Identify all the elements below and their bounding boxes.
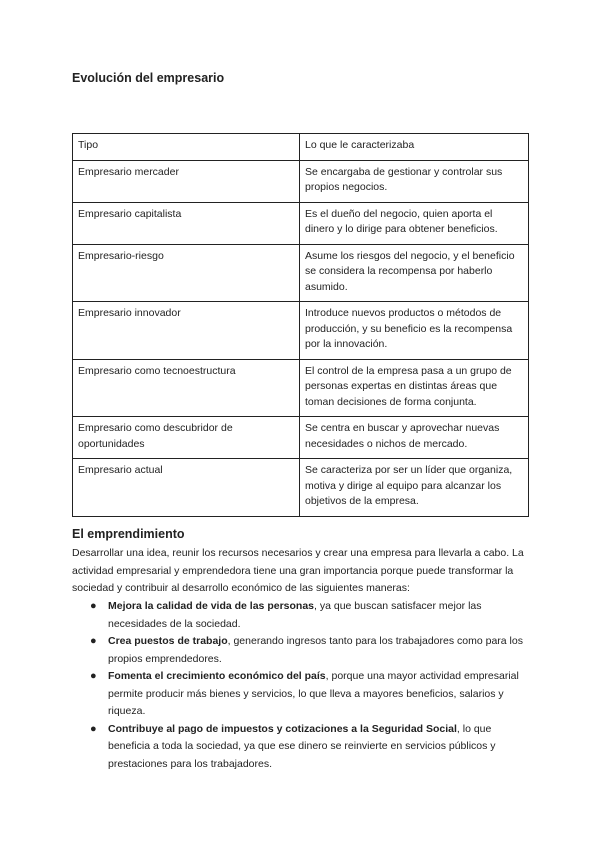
list-item-bold: Mejora la calidad de vida de las personas <box>108 600 315 612</box>
table-row <box>73 302 529 360</box>
list-item-text: , generando ingresos tanto para los trabajadores como para los propios emprendedores. <box>108 635 523 665</box>
table-cell-description: Se centra en buscar y aprovechar nuevas necesidades o nichos de mercado. <box>300 417 529 459</box>
table-cell-description: Introduce nuevos productos o métodos de producción, y su beneficio es la recompensa por la innovación. <box>300 302 529 360</box>
list-item-bold: Fomenta el crecimiento económico del país <box>108 670 326 682</box>
list-item-bold: Crea puestos de trabajo <box>108 635 228 647</box>
table-cell-type: Empresario-riesgo <box>73 244 300 302</box>
table-cell-description: El control de la empresa pasa a un grupo de personas expertas en distintas áreas que toman decisiones de forma conjunta. <box>300 359 529 417</box>
section-heading-evolucion: Evolución del empresario <box>72 71 225 85</box>
list-item-text: , ya que buscan satisfacer mejor las necesidades de la sociedad. <box>108 600 482 630</box>
table-cell-type: Empresario mercader <box>73 160 300 202</box>
table-cell-description: Asume los riesgos del negocio, y el beneficio se considera la recompensa por haberlo asumido. <box>300 244 529 302</box>
list-item <box>72 668 528 721</box>
list-item <box>72 721 528 774</box>
table-header-row <box>73 134 529 161</box>
entrepreneur-types-table <box>72 133 529 517</box>
section-heading-emprendimiento: El emprendimiento <box>72 527 185 541</box>
table-cell-type: Empresario innovador <box>73 302 300 360</box>
table-cell-type: Empresario actual <box>73 459 300 517</box>
intro-paragraph: Desarrollar una idea, reunir los recursos necesarios y crear una empresa para llevarla a cabo. La actividad empresarial y emprendedora tiene una gran importancia porque puede transformar la sociedad y contribuir al desarrollo económico de las siguientes maneras: <box>72 547 524 594</box>
table-row <box>73 202 529 244</box>
table-row <box>73 459 529 517</box>
table-row <box>73 244 529 302</box>
bullet-icon: ● <box>90 600 97 612</box>
list-item-text: , porque una mayor actividad empresarial permite producir más bienes y servicios, lo que lleva a mayores beneficios, salarios y riqueza. <box>108 670 519 717</box>
list-item-bold: Contribuye al pago de impuestos y cotizaciones a la Seguridad Social <box>108 722 457 735</box>
table-row <box>73 417 529 459</box>
list-item-text: , lo que beneficia a toda la sociedad, ya que ese dinero se reinvierte en servicios públicos y prestaciones para los trabajadores. <box>108 722 496 770</box>
bullet-icon: ● <box>90 722 97 735</box>
table-cell-description: Se caracteriza por ser un líder que organiza, motiva y dirige al equipo para alcanzar los objetivos de la empresa. <box>300 459 529 517</box>
table-header-cell: Lo que le caracterizaba <box>300 134 529 161</box>
benefits-list <box>72 598 528 773</box>
table-cell-type: Empresario como descubridor de oportunidades <box>73 417 300 459</box>
bullet-icon: ● <box>90 670 97 682</box>
table-cell-type: Empresario capitalista <box>73 202 300 244</box>
table-cell-type: Empresario como tecnoestructura <box>73 359 300 417</box>
table-row <box>73 359 529 417</box>
bullet-icon: ● <box>90 635 97 647</box>
table-cell-description: Se encargaba de gestionar y controlar sus propios negocios. <box>300 160 529 202</box>
list-item <box>72 598 528 633</box>
table-cell-description: Es el dueño del negocio, quien aporta el dinero y lo dirige para obtener beneficios. <box>300 202 529 244</box>
table-header-cell: Tipo <box>73 134 300 161</box>
table-row <box>73 160 529 202</box>
list-item <box>72 633 528 668</box>
